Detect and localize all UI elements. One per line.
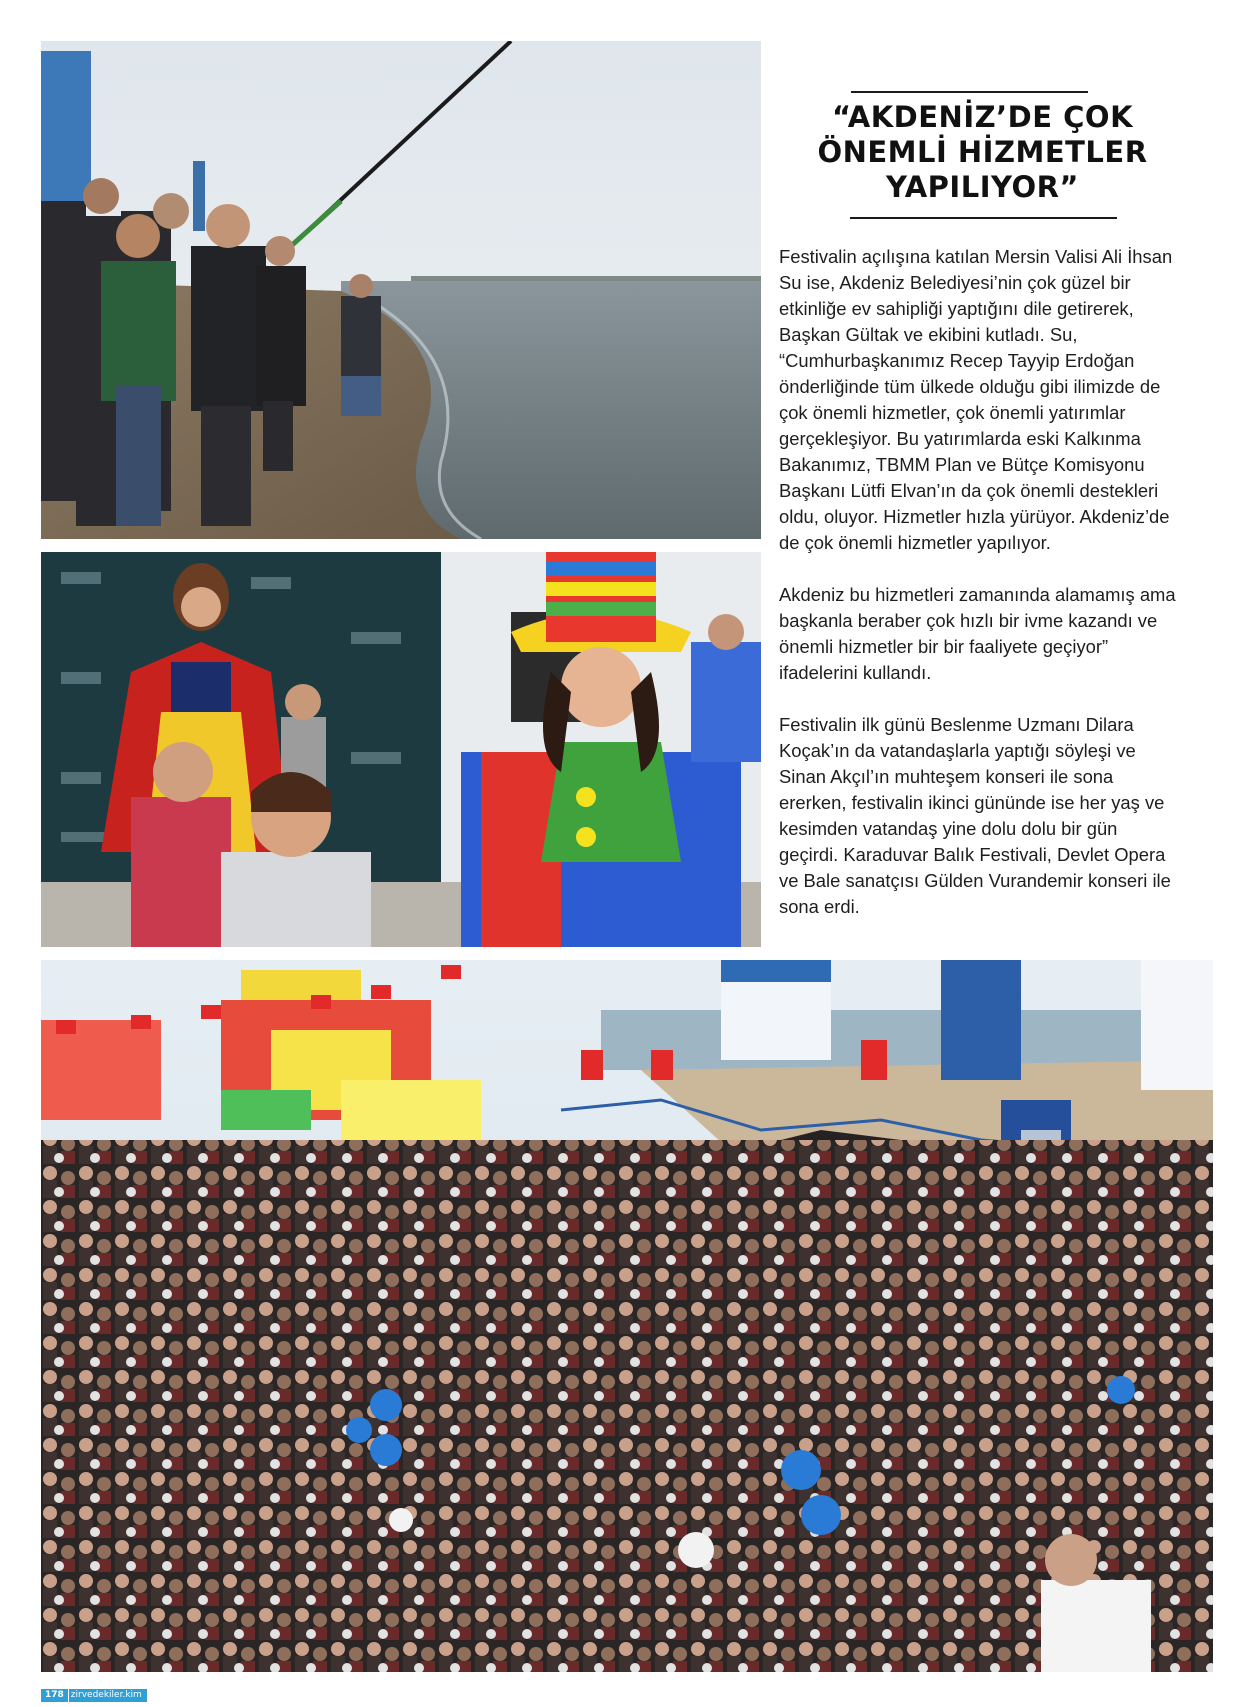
article-paragraph: Festivalin ilk günü Beslenme Uzmanı Dilara Koçak’ın da vatandaşlarla yaptığı söyleşi ve Sinan Akçıl’ın muhteşem konseri ile sona ererken, festivalin ikinci gününde ise her yaş ve kesimden vatandaş yine dolu dolu bir gün geçirdi. Karaduvar Balık Festivali, Devlet Opera ve Bale sanatçısı Gülden Vurandemir konseri ile sona erdi.	[779, 714, 1171, 917]
site-name: zirvedekiler.kim	[68, 1689, 147, 1702]
page-number: 178	[41, 1689, 68, 1702]
clown-photo	[41, 552, 761, 947]
fishing-photo	[41, 41, 761, 539]
article-body	[779, 244, 1179, 946]
article-paragraph: Akdeniz bu hizmetleri zamanında alamamış ama başkanla beraber çok hızlı bir ivme kazandı ve önemli hizmetler bir bir faaliyete geçiyor” ifadelerini kullandı.	[779, 584, 1176, 683]
title-rule-bottom	[850, 217, 1117, 219]
title-rule-top	[851, 91, 1088, 93]
page-footer	[41, 1689, 147, 1702]
article-paragraph: Festivalin açılışına katılan Mersin Valisi Ali İhsan Su ise, Akdeniz Belediyesi’nin çok güzel bir etkinliğe ev sahipliği yaptığını dile getirerek, Başkan Gültak ve ekibini kutladı. Su, “Cumhurbaşkanımız Recep Tayyip Erdoğan önderliğinde tüm ülkede olduğu gibi ilimizde de çok önemli hizmetler, çok önemli yatırımlar gerçekleşiyor. Bu yatırımlarda eski Kalkınma Bakanımız, TBMM Plan ve Bütçe Komisyonu Başkanı Lütfi Elvan’ın da çok önemli destekleri oldu, oluyor. Hizmetler hızla yürüyor. Akdeniz’de de çok önemli hizmetler yapılıyor.	[779, 246, 1173, 553]
crowd-photo	[41, 960, 1213, 1672]
article-title: “AKDENİZ’DE ÇOK ÖNEMLİ HİZMETLER YAPILIYOR”	[817, 100, 1148, 204]
